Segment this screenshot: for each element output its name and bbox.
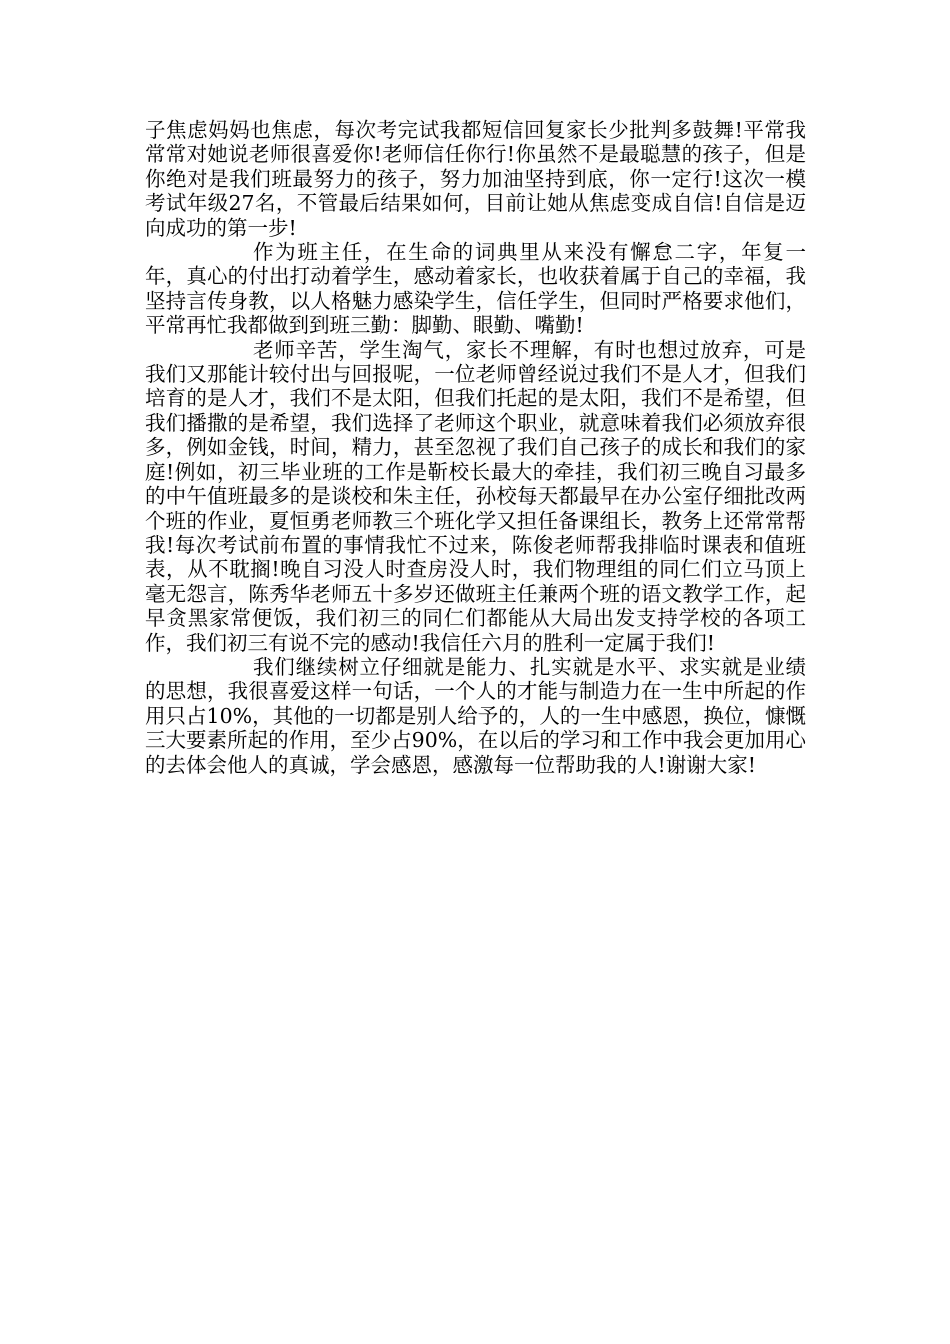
document-body <box>145 118 806 777</box>
paragraph-4: 我们继续树立仔细就是能力、扎实就是水平、求实就是业绩的思想，我很喜爱这样一句话，一个人的才能与制造力在一生中所起的作用只占10%，其他的一切都是别人给予的，人的一生中感恩，换位，慷慨三大要素所起的作用，至少占90%，在以后的学习和工作中我会更加用心的去体会他人的真诚，学会感恩，感激每一位帮助我的人!谢谢大家! <box>145 654 806 777</box>
paragraph-1: 子焦虑妈妈也焦虑，每次考完试我都短信回复家长少批判多鼓舞!平常我常常对她说老师很喜爱你!老师信任你行!你虽然不是最聪慧的孩子，但是你绝对是我们班最努力的孩子，努力加油坚持到底，你一定行!这次一模考试年级27名，不管最后结果如何，目前让她从焦虑变成自信!自信是迈向成功的第一步! <box>145 118 806 240</box>
paragraph-2: 作为班主任，在生命的词典里从来没有懈怠二字，年复一年，真心的付出打动着学生，感动着家长，也收获着属于自己的幸福，我坚持言传身教，以人格魅力感染学生，信任学生，但同时严格要求他们，平常再忙我都做到到班三勤：脚勤、眼勤、嘴勤! <box>145 240 806 338</box>
paragraph-3: 老师辛苦，学生淘气，家长不理解，有时也想过放弃，可是我们又那能计较付出与回报呢，一位老师曾经说过我们不是人才，但我们培育的是人才，我们不是太阳，但我们托起的是太阳，我们不是希望，但我们播撒的是希望，我们选择了老师这个职业，就意味着我们必须放弃很多，例如金钱，时间，精力，甚至忽视了我们自己孩子的成长和我们的家庭!例如，初三毕业班的工作是靳校长最大的牵挂，我们初三晚自习最多的中午值班最多的是谈校和朱主任，孙校每天都最早在办公室仔细批改两个班的作业，夏恒勇老师教三个班化学又担任备课组长，教务上还常常帮我!每次考试前布置的事情我忙不过来，陈俊老师帮我排临时课表和值班表，从不耽搁!晚自习没人时查房没人时，我们物理组的同仁们立马顶上毫无怨言，陈秀华老师五十多岁还做班主任兼两个班的语文教学工作，起早贪黑家常便饭，我们初三的同仁们都能从大局出发支持学校的各项工作，我们初三有说不完的感动!我信任六月的胜利一定属于我们! <box>145 337 806 655</box>
